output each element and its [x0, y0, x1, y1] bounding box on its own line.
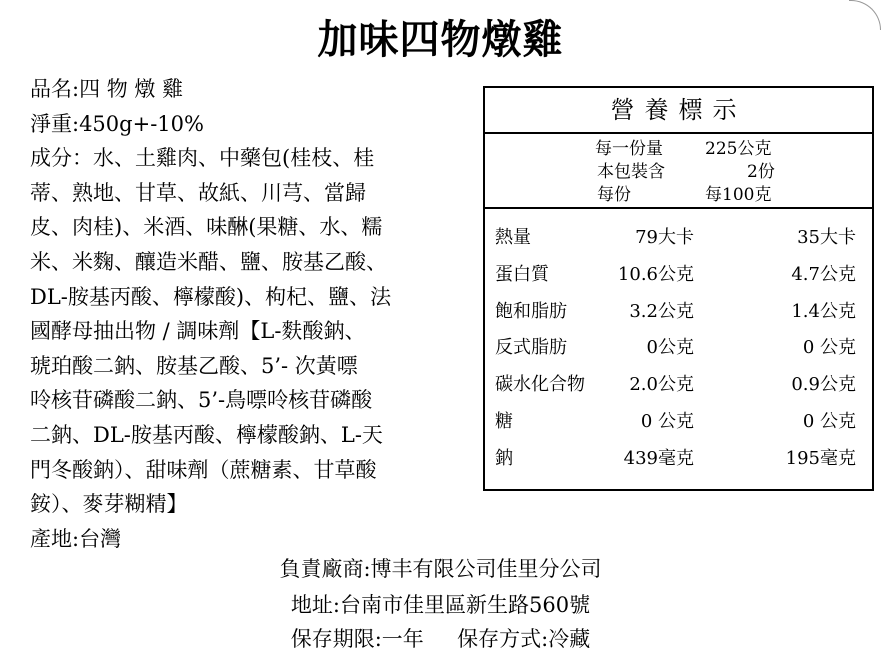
origin: 產地:台灣	[30, 526, 122, 551]
nutrient-row	[485, 364, 872, 401]
nutrient-per-100g: 4.7公克	[791, 263, 856, 285]
nutrient-row	[485, 217, 872, 254]
address: 地址:台南市佳里區新生路560號	[290, 593, 591, 617]
product-title: 加味四物燉雞	[317, 16, 564, 63]
nutrient-per-serving: 10.6公克	[617, 263, 694, 285]
nutrient-per-100g: 0 公克	[802, 337, 856, 359]
nutrient-per-serving: 0 公克	[640, 410, 694, 432]
per-100g-label: 每100克	[705, 185, 772, 205]
nutrient-per-100g: 0 公克	[802, 410, 856, 432]
nutrient-row	[485, 291, 872, 328]
storage-info: 保存期限:一年 保存方式:冷藏	[290, 627, 591, 651]
ingredients: 成分：水、土雞肉、中藥包(桂枝、桂 蒂、熟地、甘草、故紙、川芎、當歸 皮、肉桂)、米酒、味醂(果糖、水、糯 米、米麴、釀造米醋、鹽、胺基乙酸、 DL-胺基丙酸、檸檬酸)、枸杞、鹽、法 國酵母抽出物 / 調味劑【L-麩酸鈉、 琥珀酸二鈉、胺基乙酸、5’- 次黃嘌 呤核苷磷酸二鈉、5’-鳥嘌呤核苷磷酸 二鈉、DL-胺基丙酸、檸檬酸鈉、L-天 門冬酸鈉）、甜味劑（蔗糖素、甘草酸 銨）、麥芽糊精】	[30, 146, 392, 517]
nutrient-per-serving: 79大卡	[635, 227, 694, 248]
corner-decoration	[849, 0, 881, 30]
pack-value: 2份	[747, 162, 775, 182]
nutrient-per-serving: 0公克	[646, 337, 694, 359]
nutrient-per-100g: 0.9公克	[791, 374, 856, 396]
nutrient-per-serving: 439毫克	[623, 447, 694, 469]
net-weight: 淨重:450g+-10%	[30, 111, 204, 136]
serving-value: 225公克	[705, 139, 772, 159]
product-name: 品名:四 物 燉 雞	[30, 77, 184, 101]
pack-label: 本包裝含	[597, 162, 665, 182]
nutrient-row	[485, 401, 872, 438]
nutrient-per-100g: 35大卡	[797, 227, 856, 248]
nutrient-row	[485, 327, 872, 364]
nutrient-per-serving: 3.2公克	[629, 300, 694, 322]
nutrient-per-100g: 195毫克	[785, 447, 856, 469]
per-serving-label: 每份	[597, 185, 631, 205]
manufacturer: 負責廠商:博丰有限公司佳里分公司	[279, 557, 602, 581]
nutrition-heading: 營養標示	[485, 88, 872, 134]
nutrient-name: 反式脂肪	[495, 337, 567, 359]
nutrient-name: 蛋白質	[495, 263, 549, 285]
nutrient-row	[485, 254, 872, 291]
product-info	[30, 72, 475, 556]
nutrient-per-100g: 1.4公克	[791, 300, 856, 322]
nutrient-name: 飽和脂肪	[495, 300, 567, 322]
nutrient-per-serving: 2.0公克	[629, 374, 694, 396]
nutrient-name: 糖	[495, 410, 513, 432]
nutrient-name: 碳水化合物	[495, 374, 585, 396]
serving-info	[485, 134, 872, 209]
nutrition-table	[483, 86, 874, 491]
nutrient-name: 鈉	[495, 447, 513, 469]
nutrient-name: 熱量	[495, 227, 531, 248]
nutrient-rows	[485, 209, 872, 475]
serving-label: 每一份量	[595, 139, 663, 159]
nutrient-row	[485, 438, 872, 475]
